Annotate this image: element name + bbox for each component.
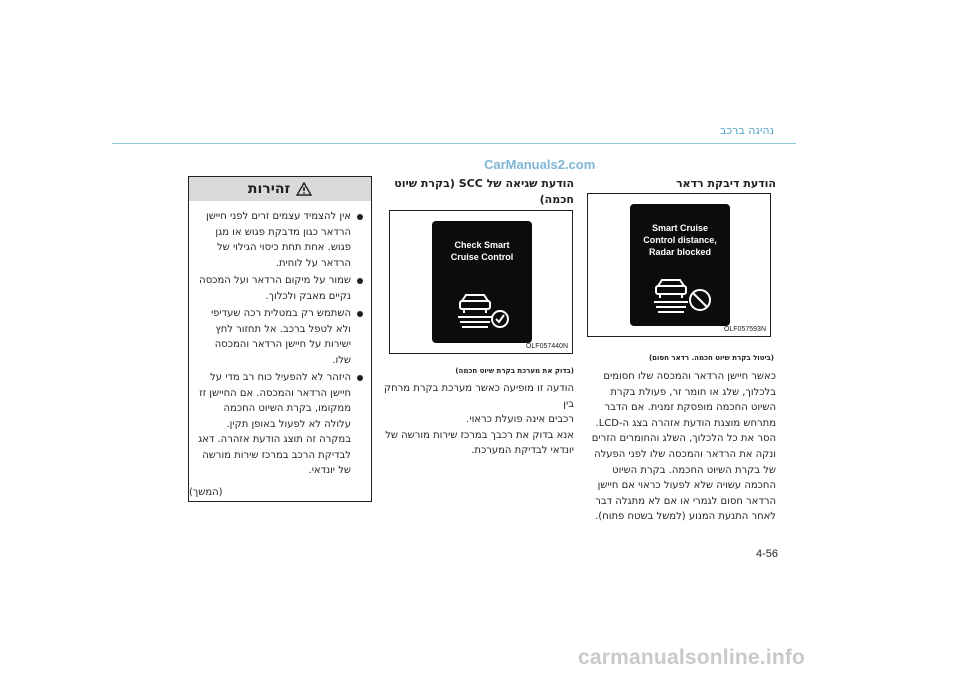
caution-item-text: אין להצמיד עצמים זרים לפני חיישן הרדאר כגון מדבקת פגוש או מגן פגוש. אחת תחת כיסוי הגילוי של הרדאר על לוחית.	[206, 211, 351, 269]
page-number: 4-56	[756, 548, 779, 560]
caution-item	[195, 209, 363, 271]
scc-body-line: אנא בדוק את רכבך במרכז שירות מורשה של	[385, 429, 574, 441]
radar-blocked-icon	[650, 276, 714, 316]
scc-section-title-line2: חכמה)	[539, 193, 574, 206]
bullet-icon	[357, 278, 363, 284]
scc-figure-code: OLF057440N	[525, 343, 568, 350]
scc-caption: (בדוק את מערכת בקרת שיוט חכמה)	[455, 367, 574, 375]
scc-warning-icon	[454, 291, 518, 331]
radar-body-line: השיוט החכמה מופסקת זמנית. אם הדבר	[604, 402, 776, 414]
scc-section	[386, 176, 574, 208]
scc-display-line1: Check Smart	[454, 240, 510, 250]
radar-body-line: הרדאר חסום לגמרי או אם לא מתגלה דבר	[595, 495, 776, 507]
caution-item	[195, 306, 363, 368]
radar-body-line: כאשר חיישן הרדאר והמכסה שלו חסומים	[603, 371, 776, 382]
watermark-bottom: carmanualsonline.info	[578, 646, 806, 669]
scc-body-line: הודעה זו מופיעה כאשר מערכת בקרת מרחק בין	[384, 383, 574, 410]
caution-item-text: שמור על מיקום הרדאר ועל המכסה נקיים מאבק ולכלוך.	[199, 275, 351, 302]
radar-display-text	[630, 222, 730, 258]
radar-body-line: הסר את כל הלכלוך, השלג והחומרים הזרים	[591, 433, 776, 445]
caution-list	[189, 201, 371, 479]
radar-body-line: בלכלוך, שלג או חומר זר, פעולת בקרת	[610, 386, 776, 398]
radar-figure-code: OLF057593N	[723, 326, 766, 333]
scc-body-line: רכבים אינה פועלת כראוי.	[466, 414, 574, 426]
radar-caption: (ביטול בקרת שיוט חכמה. רדאר חסום)	[648, 354, 774, 362]
scc-display-line2: Cruise Control	[450, 252, 514, 262]
radar-display	[630, 204, 730, 326]
radar-display-line2: Control distance,	[643, 235, 717, 245]
caution-header	[189, 177, 371, 201]
bullet-icon	[357, 311, 363, 317]
warning-triangle-icon	[296, 182, 312, 196]
caution-title: זהירות	[247, 181, 291, 197]
scc-display-text	[432, 239, 532, 263]
bullet-icon	[357, 375, 363, 381]
scc-display	[432, 221, 532, 343]
caution-item-text: היזהר לא להפעיל כוח רב מדי על חיישן הרדאר והמכסה. אם החיישן זז ממקומו, בקרת השיוט החכמה עלולה לא לפעול באופן תקין. במקרה זה תוצג הודעת אזהרה. דאג לבדיקת הרכב במרכז שירות מורשה של יונדאי.	[198, 372, 351, 476]
radar-figure	[587, 193, 771, 337]
caution-item	[195, 273, 363, 304]
radar-body-line: ונקה את הרדאר והמכסה שלו לפני הפעלה	[594, 448, 776, 460]
radar-body-line: של בקרת השיוט החכמה. בקרת השיוט	[612, 464, 776, 476]
radar-body-line: החכמה עשויה שלא לפעול כראוי אם חיישן	[597, 480, 776, 492]
radar-body-line: לאחר התנעת המנוע (למשל בשטח פתוח).	[595, 511, 776, 523]
watermark-top: CarManuals2.com	[484, 157, 596, 172]
section-header: נהיגה ברכב	[719, 124, 774, 137]
bullet-icon	[357, 214, 363, 220]
radar-section	[584, 176, 776, 192]
radar-display-line3: Radar blocked	[648, 247, 712, 257]
radar-body	[580, 369, 776, 525]
caution-item-text: השתמש רק במטלית רכה שעדיפי ולא לטפל ברכב. אל תחזור לחץ ישירות על חיישן הרדאר והמכסה שלו.	[210, 308, 351, 366]
scc-body-line: יונדאי לבדיקת המערכת.	[471, 445, 574, 457]
radar-section-title: הודעת דיבקת רדאר	[675, 177, 776, 190]
radar-display-line1: Smart Cruise	[651, 223, 709, 233]
header-rule	[112, 143, 796, 144]
caution-item	[195, 370, 363, 479]
caution-box	[188, 176, 372, 502]
scc-body	[384, 381, 574, 459]
continued-label: (המשך)	[189, 486, 223, 498]
scc-figure	[389, 210, 573, 354]
scc-section-title-line1: הודעת שגיאה של SCC (בקרת שיוט	[394, 177, 574, 190]
radar-body-line: מתרחש מוצגת הודעת אזהרה בצג ה-LCD.	[595, 417, 776, 429]
